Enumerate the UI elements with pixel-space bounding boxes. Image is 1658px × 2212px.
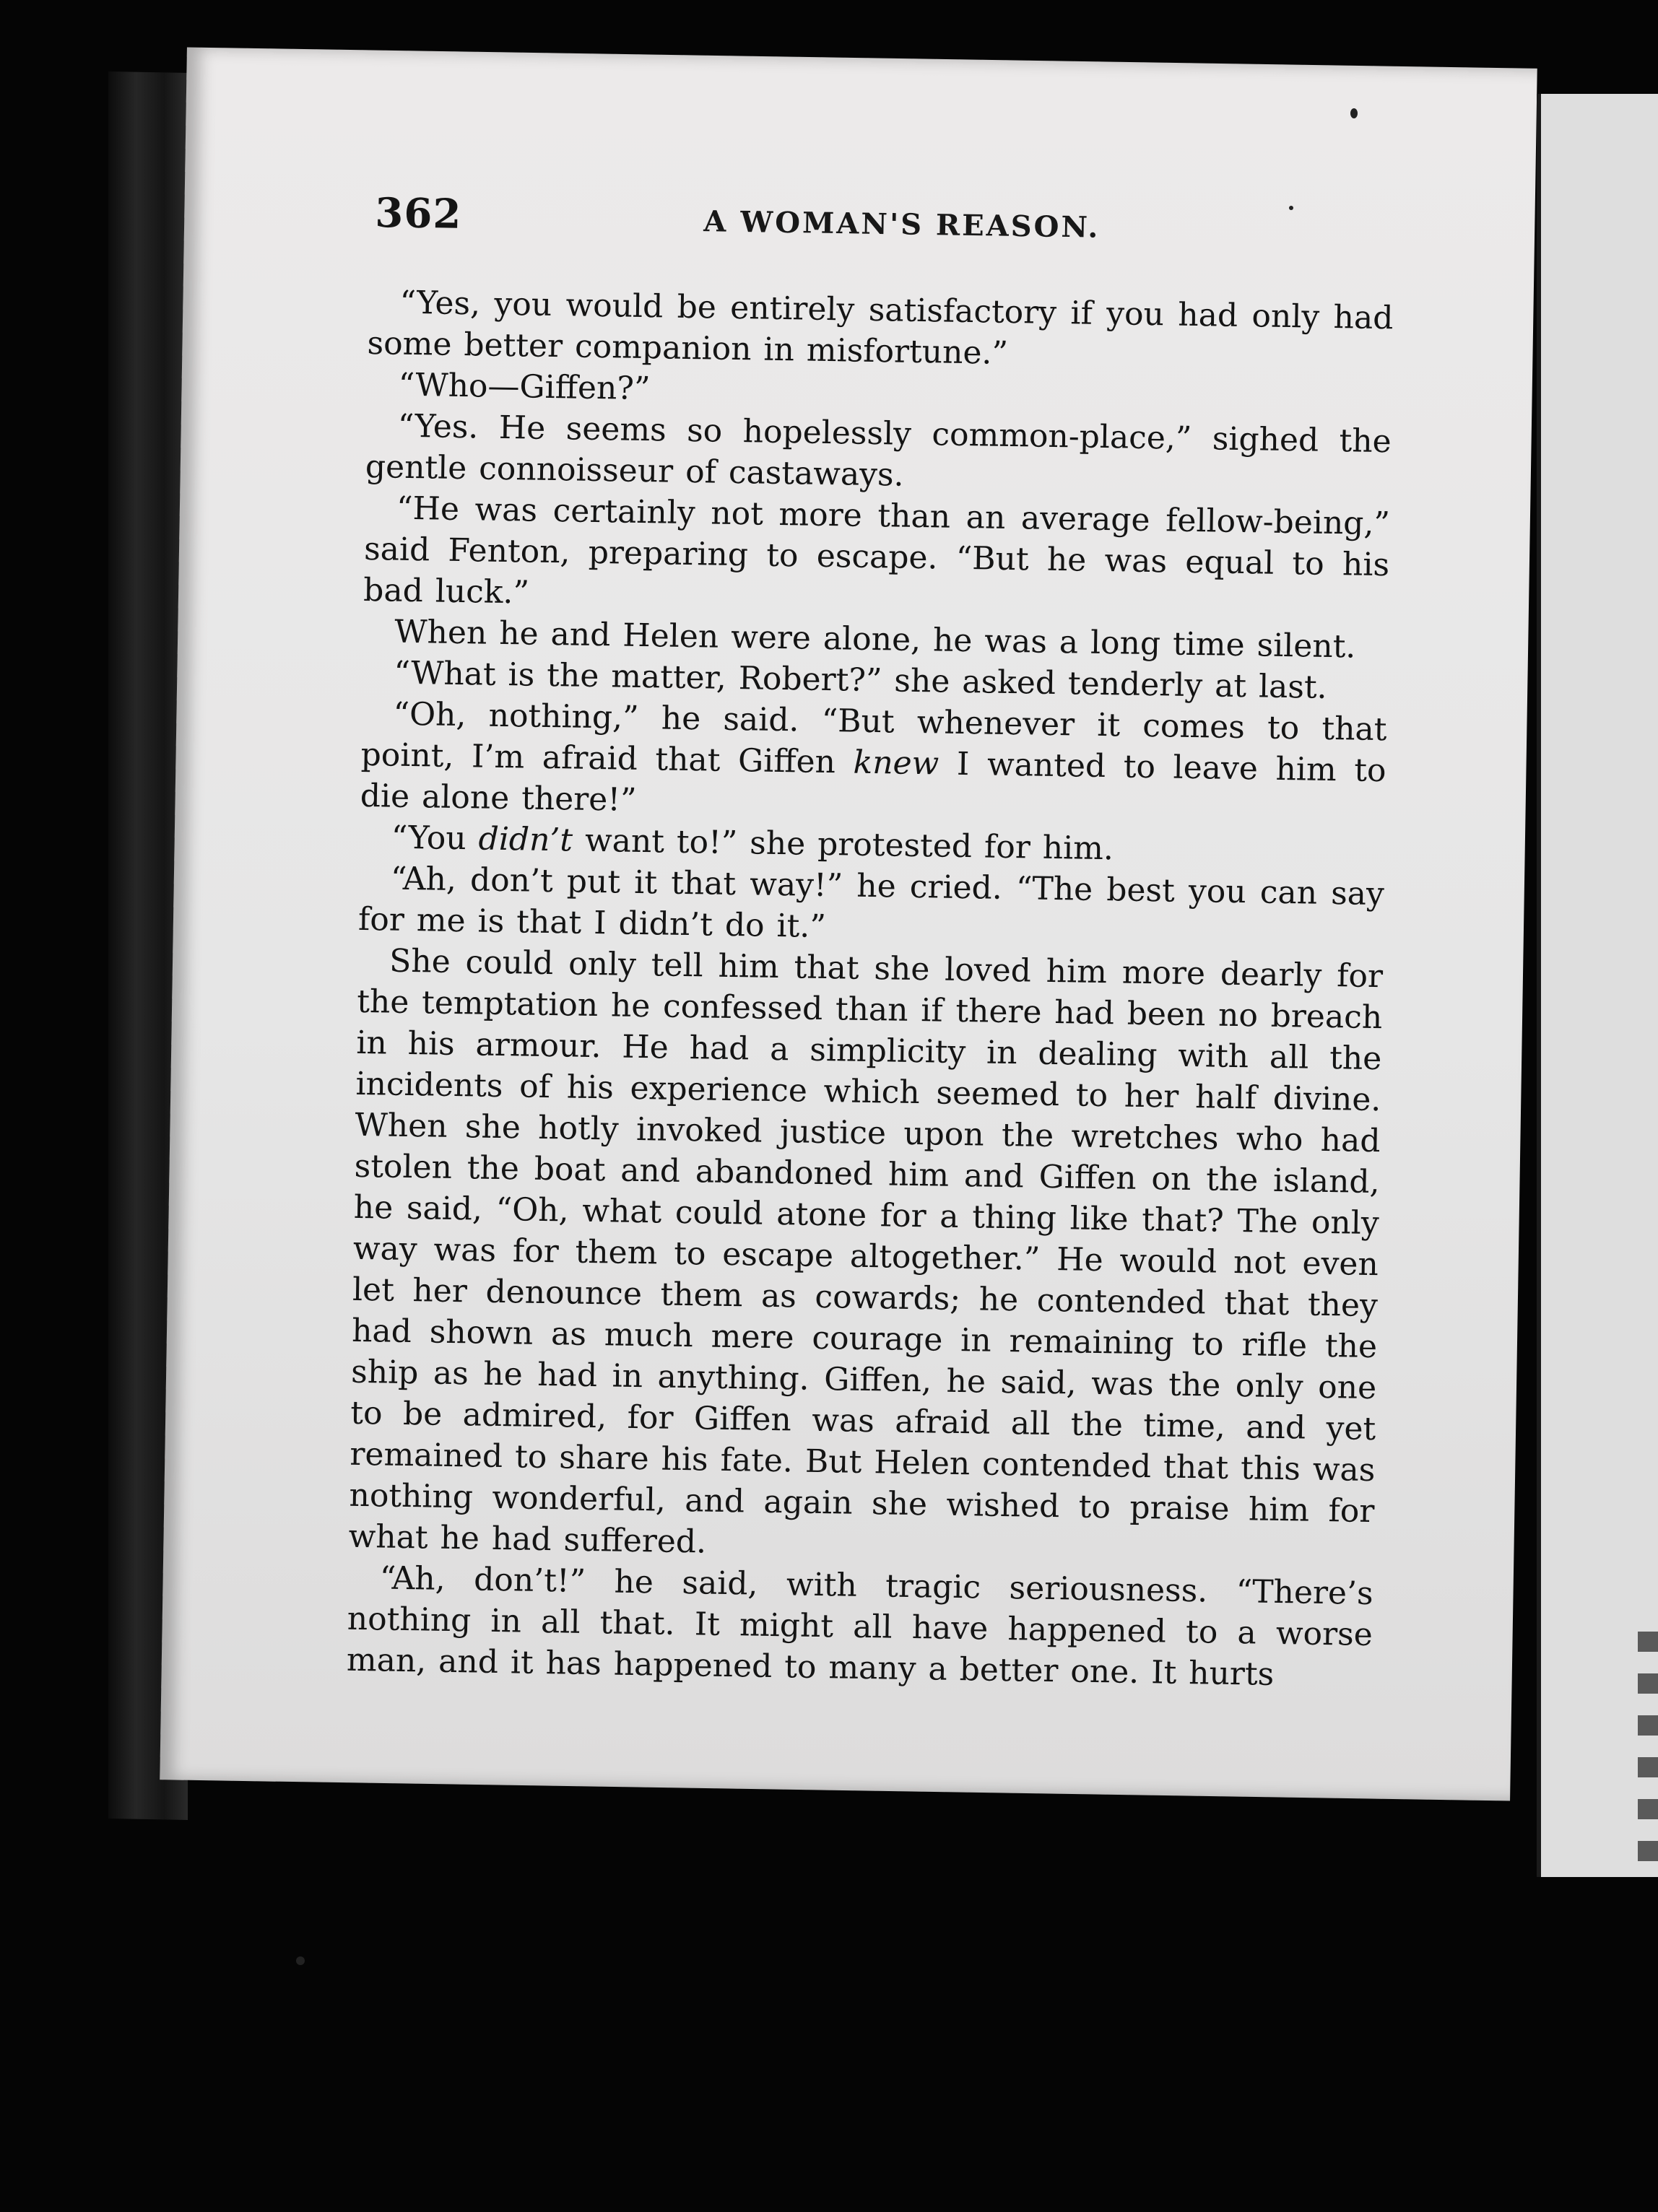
paragraph [363,487,1391,627]
body-text [344,282,1394,1871]
book-title: A WOMAN'S REASON. [703,204,1101,245]
text-run: I wanted to leave him to die alone there!” [360,745,1386,819]
paragraph [348,940,1383,1573]
ink-speck [296,1956,305,1965]
paragraph [367,282,1394,380]
text-run: “You [391,819,479,858]
text-run: She could only tell him that she loved him more dearly for the temptation he confessed than if there had been no breach in his armour. He had a simplicity in dealing with all the incidents of his experience which seemed to her half divine. When she hotly invoked justice upon the wretches who had stolen the boat and abandoned him and Giffen on the island, he said, “Oh, what could atone for a thing like that? The only way was for them to escape altogether.” He would not even let her denounce them as cowards; he contended that they had shown as much mere courage in remaining to rifle the ship as he had in anything. Giffen, he said, was the only one to be admired, for Giffen was afraid all the time, and yet remained to share his fate. But Helen contended that this was nothing wonderful, and again she wished to praise him for what he had suffered. [348,942,1384,1561]
facing-page-edge [1537,94,1658,1877]
text-run: “Yes. He seems so hopelessly common-place,” sighed the gentle connoisseur of castaways. [365,407,1392,494]
text-run: “He was certainly not more than an average fellow-being,” said Fenton, preparing to escape. “But he was equal to his bad luck.” [363,489,1391,611]
italic-text: knew [853,744,939,783]
text-run: “Ah, don’t put it that way!” he cried. “The best you can say for me is that I didn’t do it.” [357,860,1385,946]
facing-page-marks [1638,1632,1658,1863]
text-run: When he and Helen were alone, he was a long time silent. [394,613,1356,666]
paragraph [347,1557,1374,1697]
paragraph [360,693,1387,832]
text-run: “Yes, you would be entirely satisfactory if you had only had some better companion in misfortune.” [367,284,1394,372]
text-run: “Who—Giffen?” [398,366,651,408]
italic-text: didn’t [478,820,573,859]
page-number: 362 [374,189,462,238]
text-run: want to!” she protested for him. [572,822,1114,868]
ink-speck [1350,108,1358,118]
paragraph [365,405,1392,503]
text-run: “Ah, don’t!” he said, with tragic seriousness. “There’s nothing in all that. It might all have happened to a worse man, and it has happened to many a better one. It hurts [346,1559,1374,1693]
text-run: “What is the matter, Robert?” she asked tenderly at last. [394,654,1328,706]
paragraph [358,858,1385,956]
text-run: “Oh, nothing,” he said. “But whenever it comes to that point, I’m afraid that Giffen [360,695,1387,781]
